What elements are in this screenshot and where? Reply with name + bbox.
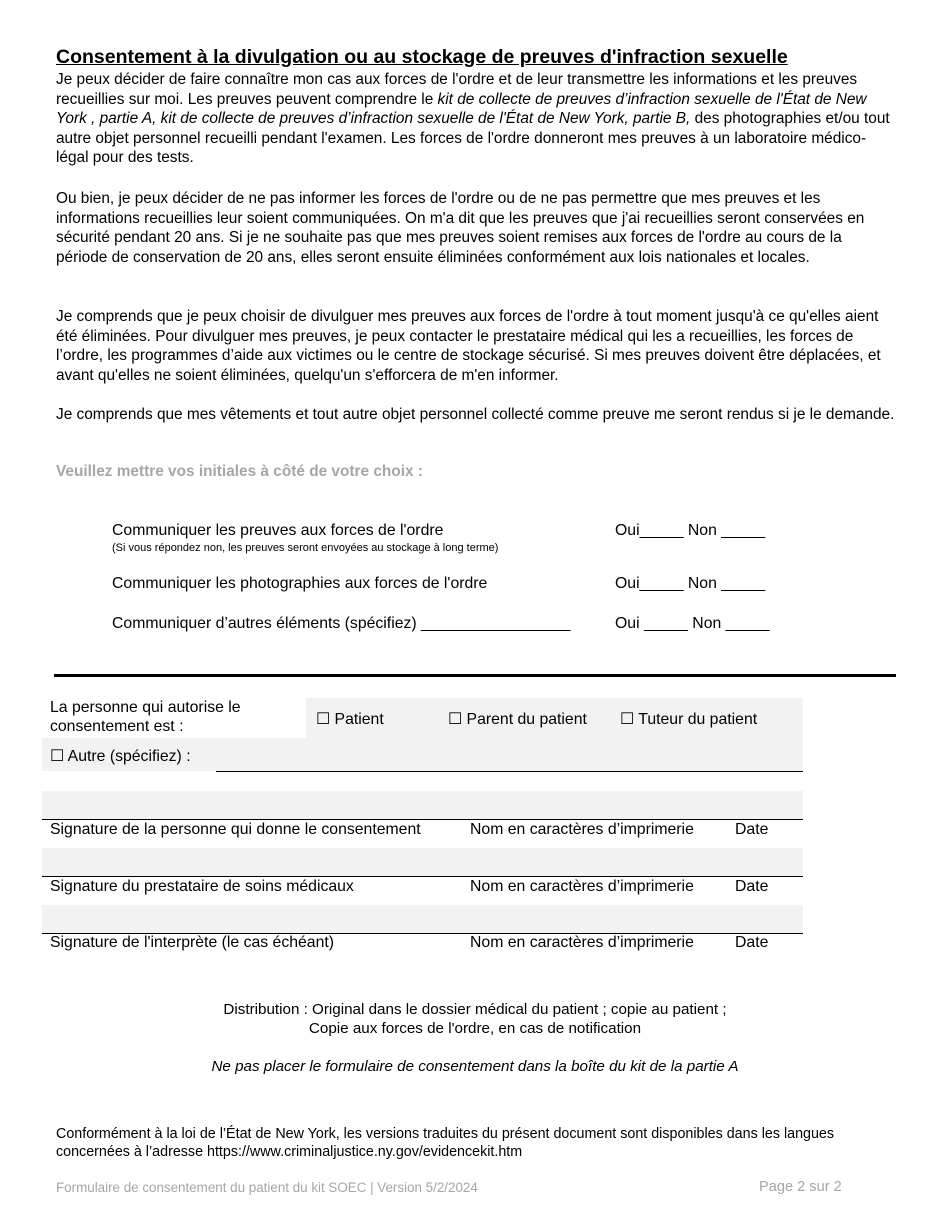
paragraph-disclosure bbox=[56, 70, 896, 168]
paragraph-storage: Ou bien, je peux décider de ne pas informer les forces de l'ordre ou de ne pas permettre que mes preuves et les informations recueillies leur soient communiquées. On m'a dit que les preuves que j'ai recueillies seront conservées en sécurité pendant 20 ans. Si je ne souhaite pas que mes preuves soient remises aux forces de l'ordre au cours de la période de conservation de 20 ans, elles seront ensuite éliminées conformément aux lois nationales et locales. bbox=[56, 190, 865, 266]
signature-label-provider: Signature du prestataire de soins médicaux bbox=[50, 878, 354, 895]
paragraph-disclosure-part1: Je peux décider de faire connaître mon cas aux forces de l'ordre et de leur transmettre les informations et les preuves recueillies sur moi. Les preuves peuvent comprendre le bbox=[56, 71, 858, 108]
printed-name-label-provider: Nom en caractères d’imprimerie bbox=[470, 878, 694, 895]
option-evidence-note: (Si vous répondez non, les preuves seront envoyées au stockage à long terme) bbox=[112, 542, 499, 554]
signature-field-provider[interactable] bbox=[42, 848, 803, 876]
signature-label-interpreter: Signature de l'interprète (le cas échéant) bbox=[50, 934, 335, 951]
checkbox-patient[interactable]: ☐ Patient bbox=[316, 711, 384, 728]
printed-name-label-interpreter: Nom en caractères d’imprimerie bbox=[470, 934, 694, 951]
signature-line-consenter bbox=[42, 819, 803, 820]
signature-field-interpreter[interactable] bbox=[42, 905, 803, 933]
translation-note: Conformément à la loi de l’État de New York, les versions traduites du présent document sont disponibles dans les langues concernées à l’adresse https://www.criminaljustice.ny.gov/evidencekit.htm bbox=[56, 1126, 835, 1160]
printed-name-label-consenter: Nom en caractères d’imprimerie bbox=[470, 821, 694, 838]
option-photos-yes-no[interactable]: Oui_____ Non _____ bbox=[615, 575, 766, 592]
option-other-label[interactable]: Communiquer d’autres éléments (spécifiez) _________________ bbox=[112, 615, 571, 632]
signature-label-consenter: Signature de la personne qui donne le consentement bbox=[50, 821, 421, 838]
paragraph-disclosure-kits: kit de collecte de preuves d’infraction sexuelle de l'État de New York , partie A, kit de collecte de preuves d’infraction sexuelle de l'État de New York, partie B, bbox=[56, 90, 867, 127]
checkbox-other[interactable]: ☐ Autre (spécifiez) : bbox=[50, 748, 191, 765]
consent-by-label-line2: consentement est : bbox=[50, 718, 184, 735]
date-label-interpreter: Date bbox=[735, 934, 769, 951]
signature-field-consenter[interactable] bbox=[42, 791, 803, 819]
section-divider bbox=[54, 674, 896, 677]
page-title: Consentement à la divulgation ou au stockage de preuves d'infraction sexuelle bbox=[56, 46, 788, 68]
option-evidence-yes-no[interactable]: Oui_____ Non _____ bbox=[615, 522, 766, 539]
consent-by-label-line1: La personne qui autorise le bbox=[50, 699, 241, 716]
option-photos-label: Communiquer les photographies aux forces de l'ordre bbox=[112, 575, 488, 592]
paragraph-release-anytime: Je comprends que je peux choisir de divulguer mes preuves aux forces de l'ordre à tout moment jusqu'à ce qu'elles aient été éliminées. Pour divulguer mes preuves, je peux contacter le prestataire médical qui les a recueillies, les forces de l’ordre, les programmes d’aide aux victimes ou le centre de stockage sécurisé. Si mes preuves doivent être déplacées, et avant qu'elles ne soient éliminées, quelqu'un s'efforcera de m'en informer. bbox=[56, 308, 881, 384]
initials-instruction: Veuillez mettre vos initiales à côté de votre choix : bbox=[56, 463, 423, 480]
option-evidence-label: Communiquer les preuves aux forces de l'ordre bbox=[112, 522, 444, 539]
date-label-provider: Date bbox=[735, 878, 769, 895]
kit-box-warning: Ne pas placer le formulaire de consentement dans la boîte du kit de la partie A bbox=[211, 1058, 739, 1075]
footer-form-name: Formulaire de consentement du patient du kit SOEC | Version 5/2/2024 bbox=[56, 1180, 478, 1195]
date-label-consenter: Date bbox=[735, 821, 769, 838]
checkbox-parent[interactable]: ☐ Parent du patient bbox=[448, 711, 587, 728]
checkbox-guardian[interactable]: ☐ Tuteur du patient bbox=[620, 711, 758, 728]
signature-line-provider bbox=[42, 876, 803, 877]
distribution-line1: Distribution : Original dans le dossier médical du patient ; copie au patient ; bbox=[223, 1001, 727, 1018]
footer-page-number: Page 2 sur 2 bbox=[759, 1179, 842, 1195]
option-other-yes-no[interactable]: Oui _____ Non _____ bbox=[615, 615, 770, 632]
paragraph-return-items: Je comprends que mes vêtements et tout autre objet personnel collecté comme preuve me seront rendus si je le demande. bbox=[56, 406, 895, 423]
distribution-line2: Copie aux forces de l'ordre, en cas de notification bbox=[308, 1020, 642, 1037]
paragraph-disclosure-part2: des photographies et/ou tout autre objet personnel recueilli pendant l'examen. Les forces de l'ordre donneront mes preuves à un laboratoire médico-légal pour des tests. bbox=[56, 110, 890, 166]
other-specify-line bbox=[216, 771, 803, 772]
